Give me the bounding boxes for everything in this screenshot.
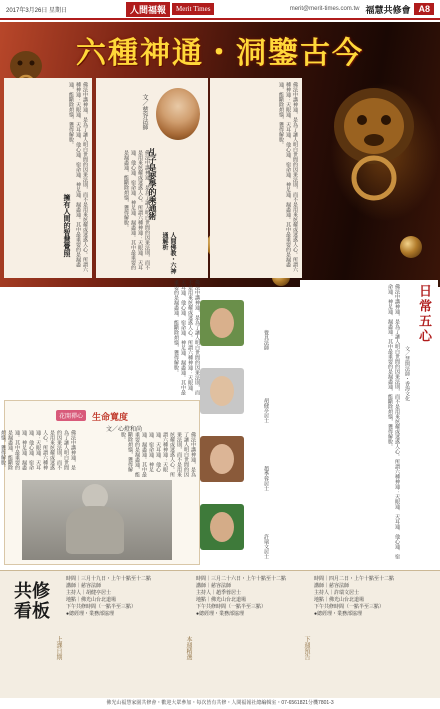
issue-date: 2017年3月26日 星期日 xyxy=(6,7,68,14)
sidebar-article-text: 佛法中講神通，是為了讓人明白世間的因果法則，而不是用來炫耀或迷惑人心。所謂六種神通：天眼通、天耳通、他心通、宿命通、神足通、漏盡通。其中最重要的是漏盡通，能斷除煩惱，獲得解脫。 xyxy=(387,284,400,559)
page-header xyxy=(0,0,440,20)
page-footer: 佛光山福慧家園共修會・歡迎大眾參加・每次皆有共修・人間福報社總編輯室・07-6561821分機7801-3 xyxy=(106,700,334,706)
schedule-column: 時間｜三月十九日・上午十點至十二點 講師｜慈容法師 主持人｜胡健亭居士 地點｜佛光山台北道場 下午共修時間（一點半至三點） ●總經理・業務部協理 xyxy=(66,576,152,617)
article-byline: 文／慈容法師 xyxy=(141,94,148,130)
brand-name-en: Merit Times xyxy=(172,3,214,15)
section-name: 福慧共修會 xyxy=(365,5,411,16)
sidebar-article-title: 日常五心 xyxy=(416,284,431,344)
article-subhead-1: 乩子是要學的乘通術 xyxy=(148,148,158,220)
schedule-title: 共修看板 xyxy=(14,581,50,622)
schedule-column: 時間｜三月二十六日・上午十點至十二點 講師｜慈容法師 主持人｜趙季蓉居士 地點｜佛光山台北道場 下午共修時間（一點半至三點） ●總經理・業務部協理 xyxy=(196,576,287,617)
contact-url: merit@merit-times.com.tw xyxy=(289,6,360,12)
author-portrait xyxy=(156,88,200,140)
schedule-column: 時間｜四月二日・上午十點至十二點 講師｜慈容法師 主持人｜許瑞文居士 地點｜佛光山台北道場 下午共修時間（一點半至三點） ●總經理・業務部協理 xyxy=(314,576,395,617)
guest-photo xyxy=(200,368,244,414)
statue-body xyxy=(66,506,124,554)
face-image xyxy=(210,376,234,406)
schedule-label: 下週預告 xyxy=(303,636,310,660)
door-stud xyxy=(400,236,422,258)
page-number: A8 xyxy=(414,3,434,15)
zen-column-text: 佛法中講神通，是為了讓人明白世間的因果法則，而不是用來炫耀或迷惑人心。所謂六種神通：天眼通、天耳通、他心通、宿命通、神足通、漏盡通。其中最重要的是漏盡通，能斷除煩惱，獲得解脫。 xyxy=(120,432,196,477)
article-body-text-2: 佛法中講神通，是為了讓人明白世間的因果法則，而不是用來炫耀或迷惑人心。所謂六種神通：天眼通、天耳通、他心通、宿命通、神足通、漏盡通。其中最重要的是漏盡通，能斷除煩惱，獲得解脫。 xyxy=(278,82,298,272)
article-continued-text: 佛法中講神通，是為了讓人明白世間的因果法則，而不是用來炫耀或迷惑人心。所謂六種神通：天眼通、天耳通、他心通、宿命通、神足通、漏盡通。其中最重要的是漏盡通，能斷除煩惱，獲得解脫。 xyxy=(173,280,200,395)
sidebar-article-byline: 文／慧開法師・香海文化 xyxy=(404,346,410,401)
article-body-text: 佛法中講神通，是為了讓人明白世間的因果法則，而不是用來炫耀或迷惑人心。所謂六種神通：天眼通、天耳通、他心通、宿命通、神足通、漏盡通。其中最重要的是漏盡通，能斷除煩惱，獲得解脫。 xyxy=(68,82,88,272)
guest-photo xyxy=(200,300,244,346)
hero-title: 六種神通・洞鑒古今 xyxy=(76,36,364,71)
schedule-label: 上課日期 xyxy=(55,636,62,660)
zen-column-poem: 佛法中講神通，是為了讓人明白世間的因果法則，而不是用來炫耀或迷惑人心。所謂六種神通：天眼通、天耳通、他心通、宿命通、神足通、漏盡通。其中最重要的是漏盡通，能斷除煩惱，獲得解脫。 xyxy=(0,430,76,470)
article-subhead-2: 人間佛教・六神通解析 xyxy=(161,232,176,274)
face-image xyxy=(210,308,234,338)
guest-photos xyxy=(200,300,269,570)
article-body-text-3: 佛法中講神通，是為了讓人明白世間的因果法則，而不是用來炫耀或迷惑人心。所謂六種神通：天眼通、天耳通、他心通、宿命通、神足通、漏盡通。其中最重要的是漏盡通，能斷除煩惱，獲得解脫。 xyxy=(123,150,150,270)
guest-caption: 覺具法師 xyxy=(263,330,269,350)
guest-caption: 胡健亭居士 xyxy=(263,398,269,423)
face-image xyxy=(210,512,234,542)
zen-column-byline: 文／心燈和尚 xyxy=(106,426,143,433)
guest-photo xyxy=(200,436,244,482)
guest-caption: 趙季蓉居士 xyxy=(263,466,269,491)
buddha-statue-image xyxy=(22,480,172,560)
guest-caption: 許瑞文居士 xyxy=(263,534,269,559)
article-subhead-3: 擁有人間的智慧覺照 xyxy=(63,194,72,257)
guest-photo xyxy=(200,504,244,550)
zen-column-title: 生命寬度 xyxy=(92,413,129,423)
lion-knocker-image xyxy=(326,82,422,202)
masthead-logo xyxy=(126,2,236,17)
zen-column-tag: 花開禪心 xyxy=(56,410,86,421)
face-image xyxy=(210,444,234,474)
brand-name: 人間福報 xyxy=(126,2,170,17)
schedule-label: 本週精選 xyxy=(185,636,192,660)
